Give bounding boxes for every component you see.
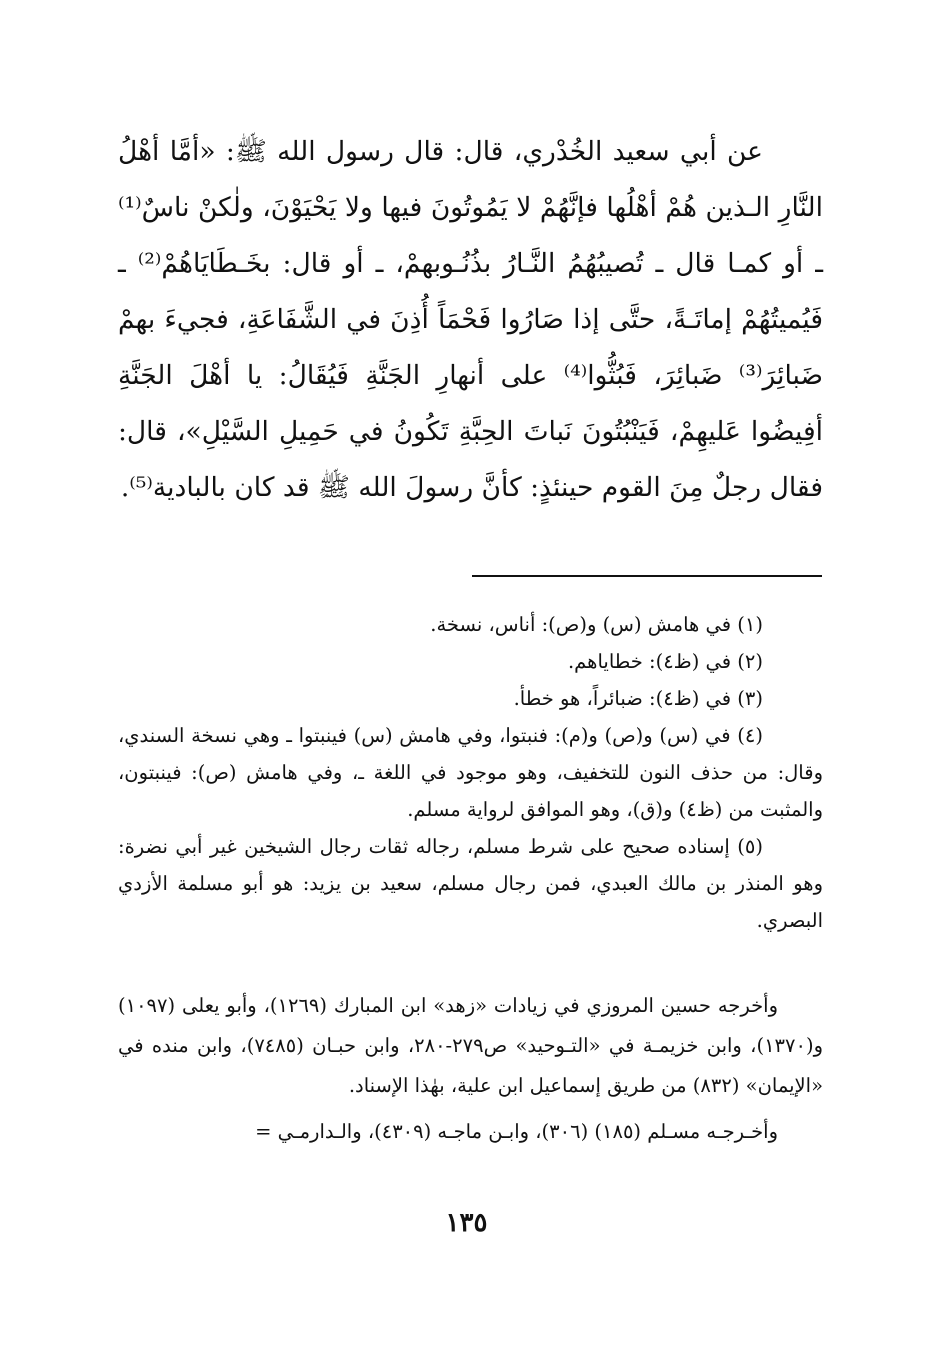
hadith-text (118, 124, 823, 516)
footnote-5: (٥) إسناده صحيح على شرط مسلم، رجاله ثقات رجال الشيخين غير أبي نضرة: وهو المنذر بن مالك العبدي، فمن رجال مسلم، سعيد بن يزيد: هو أبو مسلمة الأزدي البصري. (118, 835, 823, 932)
takhrij-paragraph-2: وأخـرجـه مسـلم (١٨٥) (٣٠٦)، وابـن ماجـه (٤٣٠٩)، والـدارمـي = (255, 1120, 778, 1143)
footnote-2: (٢) في (ظ٤): خطاياهم. (567, 650, 763, 673)
takhrij-paragraph-1: وأخرجه حسين المروزي في زيادات «زهد» ابن المبارك (١٢٦٩)، وأبو يعلى (١٠٩٧) و(١٣٧٠)، وابن خزيمـة في «التـوحيد» ص٢٧٩-٢٨٠، وابن حبـان (٧٤٨٥)، وابن منده في «الإيمان» (٨٣٢) من طريق إسماعيل ابن علية، بهٰذا الإسناد. (118, 994, 823, 1097)
footnote-separator (472, 575, 822, 577)
footnotes (118, 606, 823, 939)
takhrij-notes (118, 986, 823, 1152)
footnote-3: (٣) في (ظ٤): ضبائراً، هو خطأ. (513, 687, 763, 710)
page-number: ١٣٥ (445, 1208, 488, 1238)
footnote-4: (٤) في (س) و(ص) و(م): فنبتوا، وفي هامش (س) فينبتوا ـ وهي نسخة السندي، وقال: من حذف النون للتخفيف، وهو موجود في اللغة ـ، وفي هامش (ص): فينبتون، والمثبت من (ظ٤) و(ق)، وهو الموافق لرواية مسلم. (118, 724, 823, 821)
footnote-1: (١) في هامش (س) و(ص): أناس، نسخة. (430, 613, 763, 636)
hadith-paragraph: عن أبي سعيد الخُدْري، قال: قال رسول الله ﷺ: «أمَّا أهْلُ النَّارِ الـذين هُمْ أهْلُها فإنَّهُمْ لا يَمُوتُونَ فيها ولا يَحْيَوْنَ، ولٰكنْ ناسٌ⁽¹⁾ ـ أو كمـا قال ـ تُصيبُهُمُ النَّـارُ بذُنُـوبهمْ، ـ أو قال: بخَـطَايَاهُمْ⁽²⁾ ـ فَيُميتُهُمْ إماتَـةً، حتَّى إذا صَارُوا فَحْمَاً أُذِنَ في الشَّفَاعَةِ، فجيءَ بهمْ ضَبائِرَ⁽³⁾ ضَبائِرَ، فَبُثُّوا⁽⁴⁾ على أنهارِ الجَنَّةِ فَيُقَالُ: يا أهْلَ الجَنَّةِ أفِيضُوا عَليهِمْ، فَيَنْبُتُونَ نَباتَ الحِبَّةِ تَكُونُ في حَمِيلِ السَّيْلِ»، قال: فقال رجلٌ مِنَ القوم حينئذٍ: كأنَّ رسولَ الله ﷺ قد كان بالبادية⁽⁵⁾. (118, 136, 824, 503)
